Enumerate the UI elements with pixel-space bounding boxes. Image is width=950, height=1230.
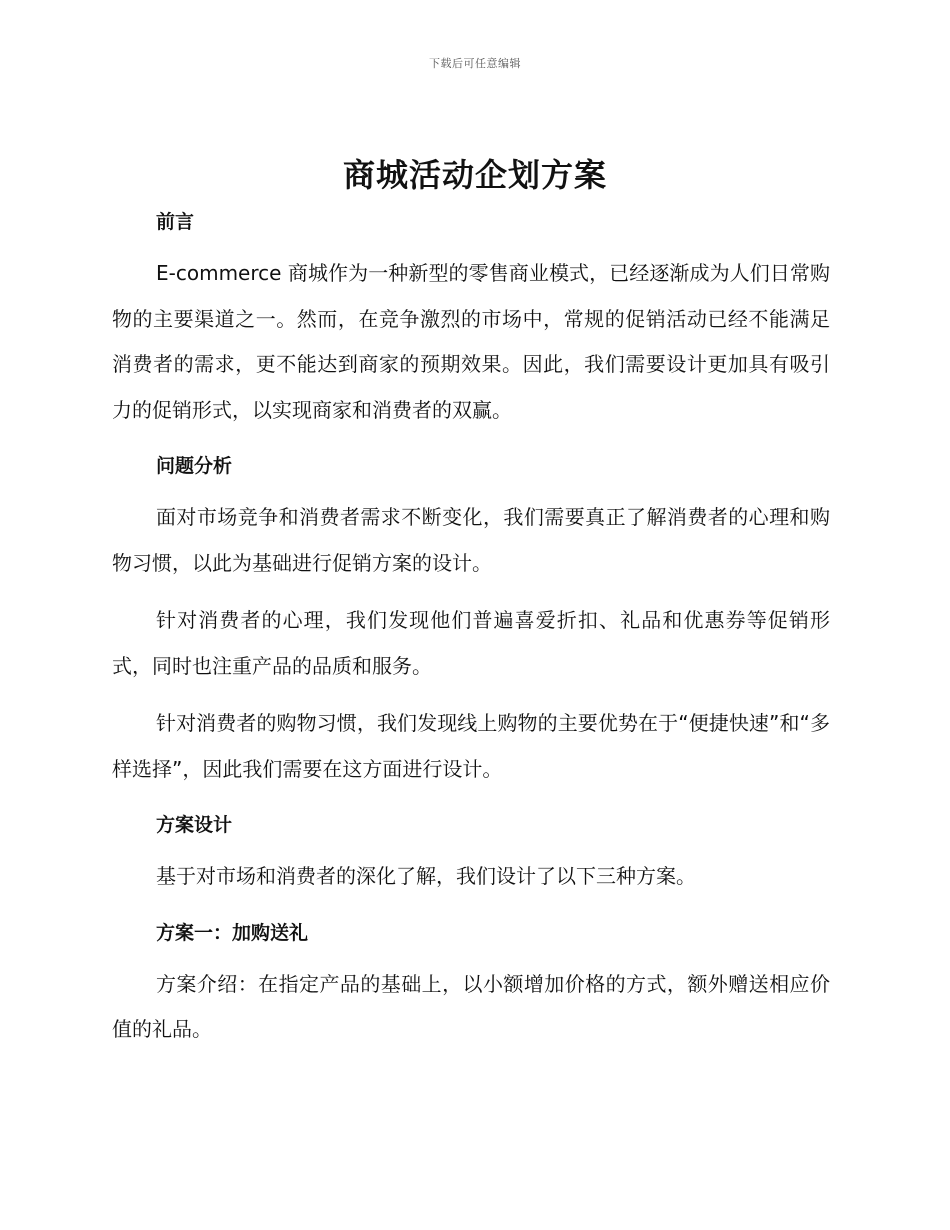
section-heading-plan1: 方案一：加购送礼 <box>156 921 309 944</box>
page-header-note: 下载后可任意编辑 <box>429 57 521 70</box>
paragraph-analysis-1: 面对市场竞争和消费者需求不断变化，我们需要真正了解消费者的心理和购物习惯，以此为基础进行促销方案的设计。 <box>112 505 830 575</box>
document-body <box>112 205 830 1053</box>
document-title: 商城活动企划方案 <box>342 156 607 194</box>
section-heading-analysis: 问题分析 <box>156 455 233 477</box>
paragraph-preface: E-commerce 商城作为一种新型的零售商业模式，已经逐渐成为人们日常购物的主要渠道之一。然而，在竞争激烈的市场中，常规的促销活动已经不能满足消费者的需求，更不能达到商家的预期效果。因此，我们需要设计更加具有吸引力的促销形式，以实现商家和消费者的双赢。 <box>112 261 830 422</box>
paragraph-plan1: 方案介绍：在指定产品的基础上，以小额增加价格的方式，额外赠送相应价值的礼品。 <box>112 971 830 1041</box>
paragraph-analysis-3: 针对消费者的购物习惯，我们发现线上购物的主要优势在于“便捷快速”和“多样选择”，因此我们需要在这方面进行设计。 <box>112 711 830 781</box>
section-heading-design: 方案设计 <box>156 814 233 836</box>
paragraph-analysis-2: 针对消费者的心理，我们发现他们普遍喜爱折扣、礼品和优惠券等促销形式，同时也注重产品的品质和服务。 <box>112 608 830 678</box>
section-heading-preface: 前言 <box>156 211 195 233</box>
paragraph-design: 基于对市场和消费者的深化了解，我们设计了以下三种方案。 <box>156 864 696 888</box>
